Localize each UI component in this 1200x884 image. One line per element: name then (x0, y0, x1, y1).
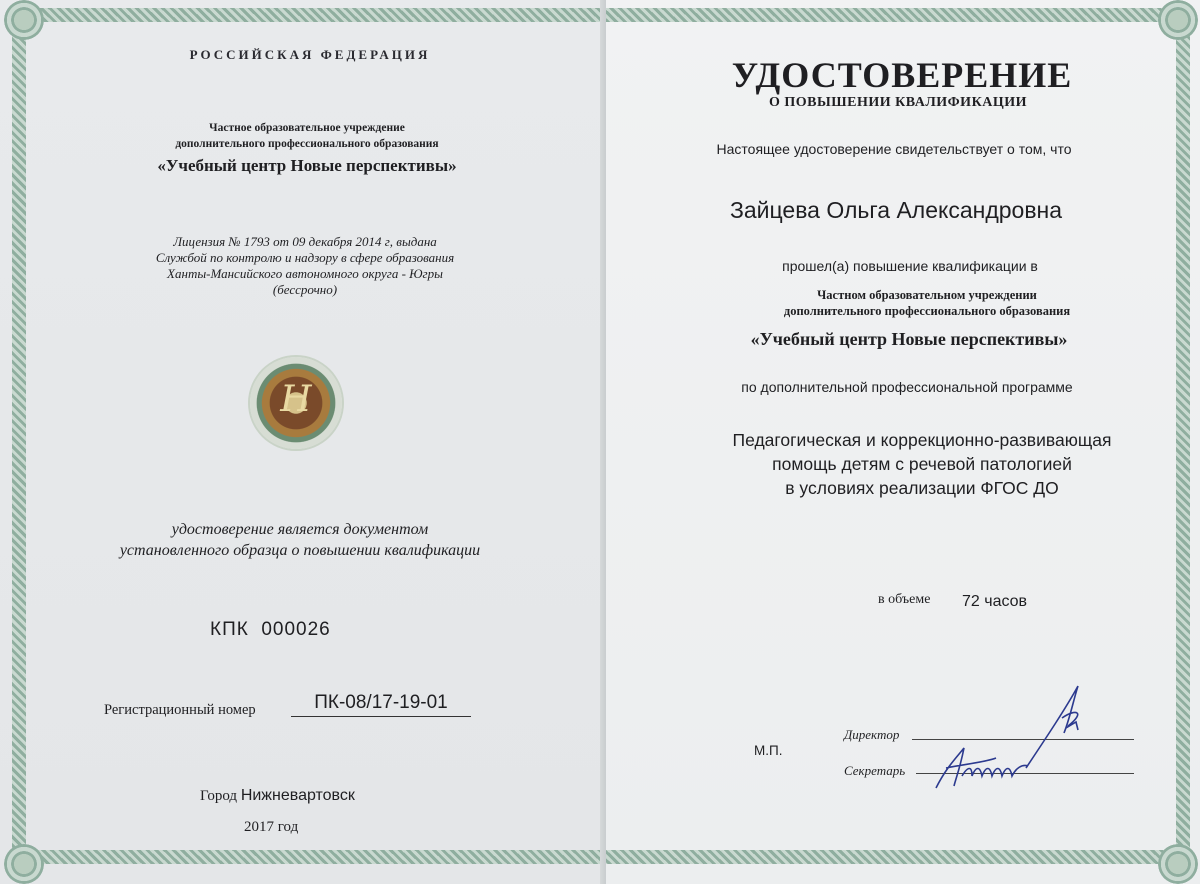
volume-label: в объеме (878, 592, 931, 607)
director-label: Директор (844, 727, 900, 742)
right-page (606, 0, 1200, 884)
program-line3: в условиях реализации ФГОС ДО (785, 478, 1059, 498)
seal-monogram: Н (280, 379, 312, 420)
license-line3: Ханты-Мансийского автономного округа - Югры (167, 266, 443, 281)
license-line4: (бессрочно) (272, 282, 338, 297)
issuer-org-line1: Частное образовательное учреждение (209, 122, 405, 134)
issuer-org-line2: дополнительного профессионального образования (175, 138, 439, 150)
license-line1: Лицензия № 1793 от 09 декабря 2014 г, выдана (173, 234, 437, 249)
city-name: Нижневартовск (240, 787, 355, 804)
hologram-seal-icon (250, 357, 342, 449)
license-line2: Службой по контролю и надзору в сфере образования (155, 250, 455, 265)
program-line1: Педагогическая и коррекционно-развивающая (732, 430, 1112, 450)
training-org-name: «Учебный центр Новые перспективы» (750, 329, 1068, 349)
program-title (733, 428, 1112, 500)
country-heading: РОССИЙСКАЯ ФЕДЕРАЦИЯ (189, 47, 431, 62)
program-line2: помощь детям с речевой патологией (772, 454, 1072, 474)
document-status-note (120, 519, 480, 561)
doc-note-line2: установленного образца о повышении квалификации (119, 542, 481, 559)
training-org-line2: дополнительного профессионального образования (783, 304, 1071, 318)
city-label: Город (200, 788, 241, 804)
training-org-line1: Частном образовательном учреждении (817, 288, 1037, 302)
issuer-org-description (175, 120, 438, 152)
corner-ornament-icon (4, 844, 44, 884)
secretary-signature-icon (926, 728, 1066, 798)
issue-year: 2017 год (244, 819, 299, 835)
corner-ornament-icon (1158, 844, 1198, 884)
registration-label: Регистрационный номер (104, 702, 256, 718)
program-label: по дополнительной профессиональной программе (741, 379, 1073, 395)
secretary-label: Секретарь (844, 763, 906, 778)
holder-full-name: Зайцева Ольга Александровна (729, 197, 1063, 223)
issuer-org-name: «Учебный центр Новые перспективы» (157, 156, 457, 175)
registration-number: ПК-08/17-19-01 (291, 692, 471, 717)
certificate-series-number: КПК 000026 (210, 619, 331, 640)
intro-text: Настоящее удостоверение свидетельствует о том, что (716, 141, 1072, 157)
completion-text: прошел(а) повышение квалификации в (782, 258, 1038, 274)
stamp-place-label: М.П. (754, 743, 783, 758)
license-info (156, 234, 454, 298)
city (200, 787, 355, 805)
document-subtitle: О ПОВЫШЕНИИ КВАЛИФИКАЦИИ (768, 95, 1028, 110)
document-title: УДОСТОВЕРЕНИЕ (731, 55, 1073, 95)
corner-ornament-icon (1158, 0, 1198, 40)
corner-ornament-icon (4, 0, 44, 40)
training-org-description (784, 287, 1070, 319)
volume-hours: 72 часов (962, 593, 1028, 610)
doc-note-line1: удостоверение является документом (171, 521, 429, 538)
